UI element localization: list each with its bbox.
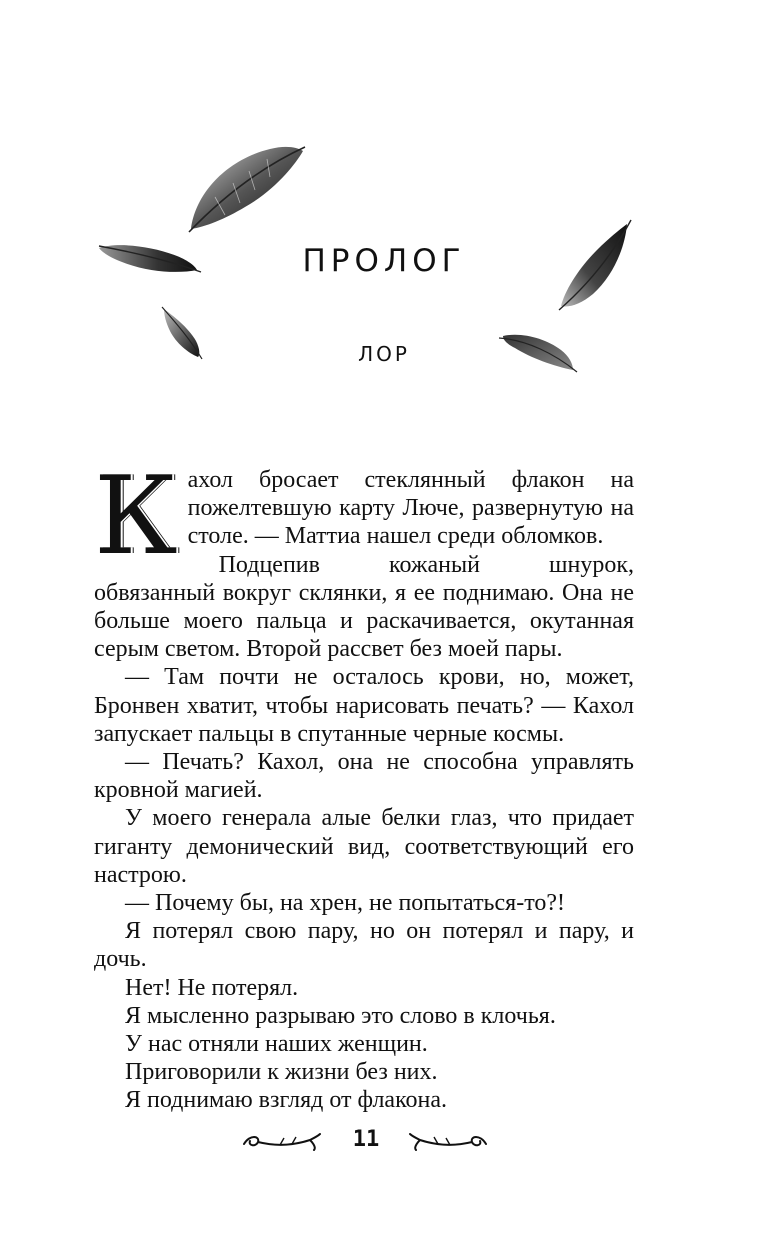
flourish-right-icon [408,1128,490,1154]
paragraph: У нас отняли наших женщин. [125,1031,428,1058]
chapter-subtitle: ЛОР [358,342,410,366]
paragraph: Я поднимаю взгляд от флакона. [125,1087,448,1114]
flourish-left-icon [240,1128,322,1154]
paragraph: — Печать? Кахол, она не способна управлять кровной магией. [94,749,634,804]
first-paragraph [94,454,634,579]
paragraph: Нет! Не потерял. [125,974,299,1001]
paragraph: У моего генерала алые белки глаз, что придает гиганту демонический вид, соответствующий его настрою. [94,805,634,888]
paragraph: — Почему бы, на хрен, не попытаться-то?! [125,890,566,917]
page-number: 11 [352,1127,380,1152]
paragraph: Подцепив кожаный шнурок, обвязанный вокруг склянки, я ее поднимаю. Она не больше моего пальца и раскачивается, окутанная серым светом. Второй рассвет без моей пары. [94,551,634,663]
paragraph: Я мысленно разрываю это слово в клочья. [125,1002,556,1029]
paragraph: Приговорили к жизни без них. [125,1059,438,1086]
first-paragraph-text: ахол бросает стеклянный флакон на пожелтевшую карту Люче, развернутую на столе. — Маттиа нашел среди обломков. [187,467,634,550]
drop-cap: К [94,454,178,579]
chapter-title: ПРОЛОГ [302,243,466,279]
paragraph: Я потерял свою пару, но он потерял и пару, и дочь. [94,918,634,973]
chapter-body [94,454,634,1115]
feather-large-icon [185,135,310,235]
paragraph: — Там почти не осталось крови, но, может, Бронвен хватит, чтобы нарисовать печать? — Кахол запускает пальцы в спутанные черные космы. [94,664,634,747]
